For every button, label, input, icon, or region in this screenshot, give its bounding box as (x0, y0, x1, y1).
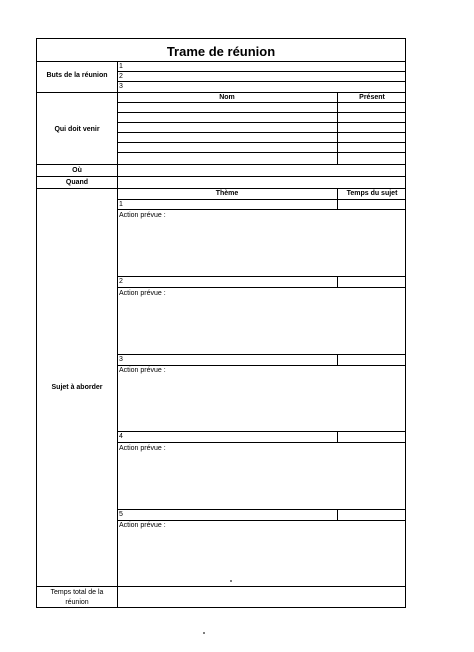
attendee-row-line (117, 112, 405, 113)
scan-speck (230, 580, 232, 582)
topic-1-action-label: Action prévue : (119, 212, 166, 219)
topic-row-line (117, 442, 405, 443)
scan-speck (203, 632, 205, 634)
goal-3-number: 3 (119, 83, 123, 90)
section-divider (37, 176, 405, 177)
theme-column-header: Thème (215, 190, 239, 197)
topics-label: Sujet à aborder (51, 384, 103, 391)
attendees-label: Qui doit venir (54, 126, 100, 133)
topic-1-number: 1 (119, 201, 123, 208)
goals-label: Buts de la réunion (46, 72, 108, 79)
time-column-divider (337, 509, 338, 520)
time-column-divider (337, 354, 338, 365)
goal-row-line (117, 81, 405, 82)
total-time-label-line1: Temps total de la (50, 589, 104, 596)
form-title: Trame de réunion (166, 44, 276, 59)
goal-row-line (117, 71, 405, 72)
topic-5-action-label: Action prévue : (119, 522, 166, 529)
topic-4-action-label: Action prévue : (119, 445, 166, 452)
goal-1-number: 1 (119, 63, 123, 70)
topic-row-line (117, 287, 405, 288)
time-column-divider (337, 276, 338, 287)
topic-row-line (117, 431, 405, 432)
topic-3-number: 3 (119, 356, 123, 363)
where-label: Où (72, 167, 82, 174)
topic-row-line (117, 276, 405, 277)
topic-2-action-label: Action prévue : (119, 290, 166, 297)
when-label: Quand (65, 179, 89, 186)
attendee-row-line (117, 132, 405, 133)
total-time-label-line2: réunion (65, 599, 89, 606)
section-divider (37, 586, 405, 587)
attendee-row-line (117, 142, 405, 143)
topic-row-line (117, 354, 405, 355)
present-column-header: Présent (359, 94, 385, 101)
section-divider (37, 164, 405, 165)
topic-row-line (117, 209, 405, 210)
meeting-form (36, 38, 406, 608)
topic-row-line (117, 509, 405, 510)
attendee-row-line (117, 122, 405, 123)
topic-2-number: 2 (119, 278, 123, 285)
attendee-row-line (117, 102, 405, 103)
topic-3-action-label: Action prévue : (119, 367, 166, 374)
goal-2-number: 2 (119, 73, 123, 80)
topic-5-number: 5 (119, 511, 123, 518)
topic-header-line (117, 199, 405, 200)
title-divider (37, 61, 405, 62)
name-column-header: Nom (219, 94, 235, 101)
time-column-divider (337, 431, 338, 442)
attendee-row-line (117, 152, 405, 153)
topic-4-number: 4 (119, 433, 123, 440)
time-column-header: Temps du sujet (346, 190, 398, 197)
